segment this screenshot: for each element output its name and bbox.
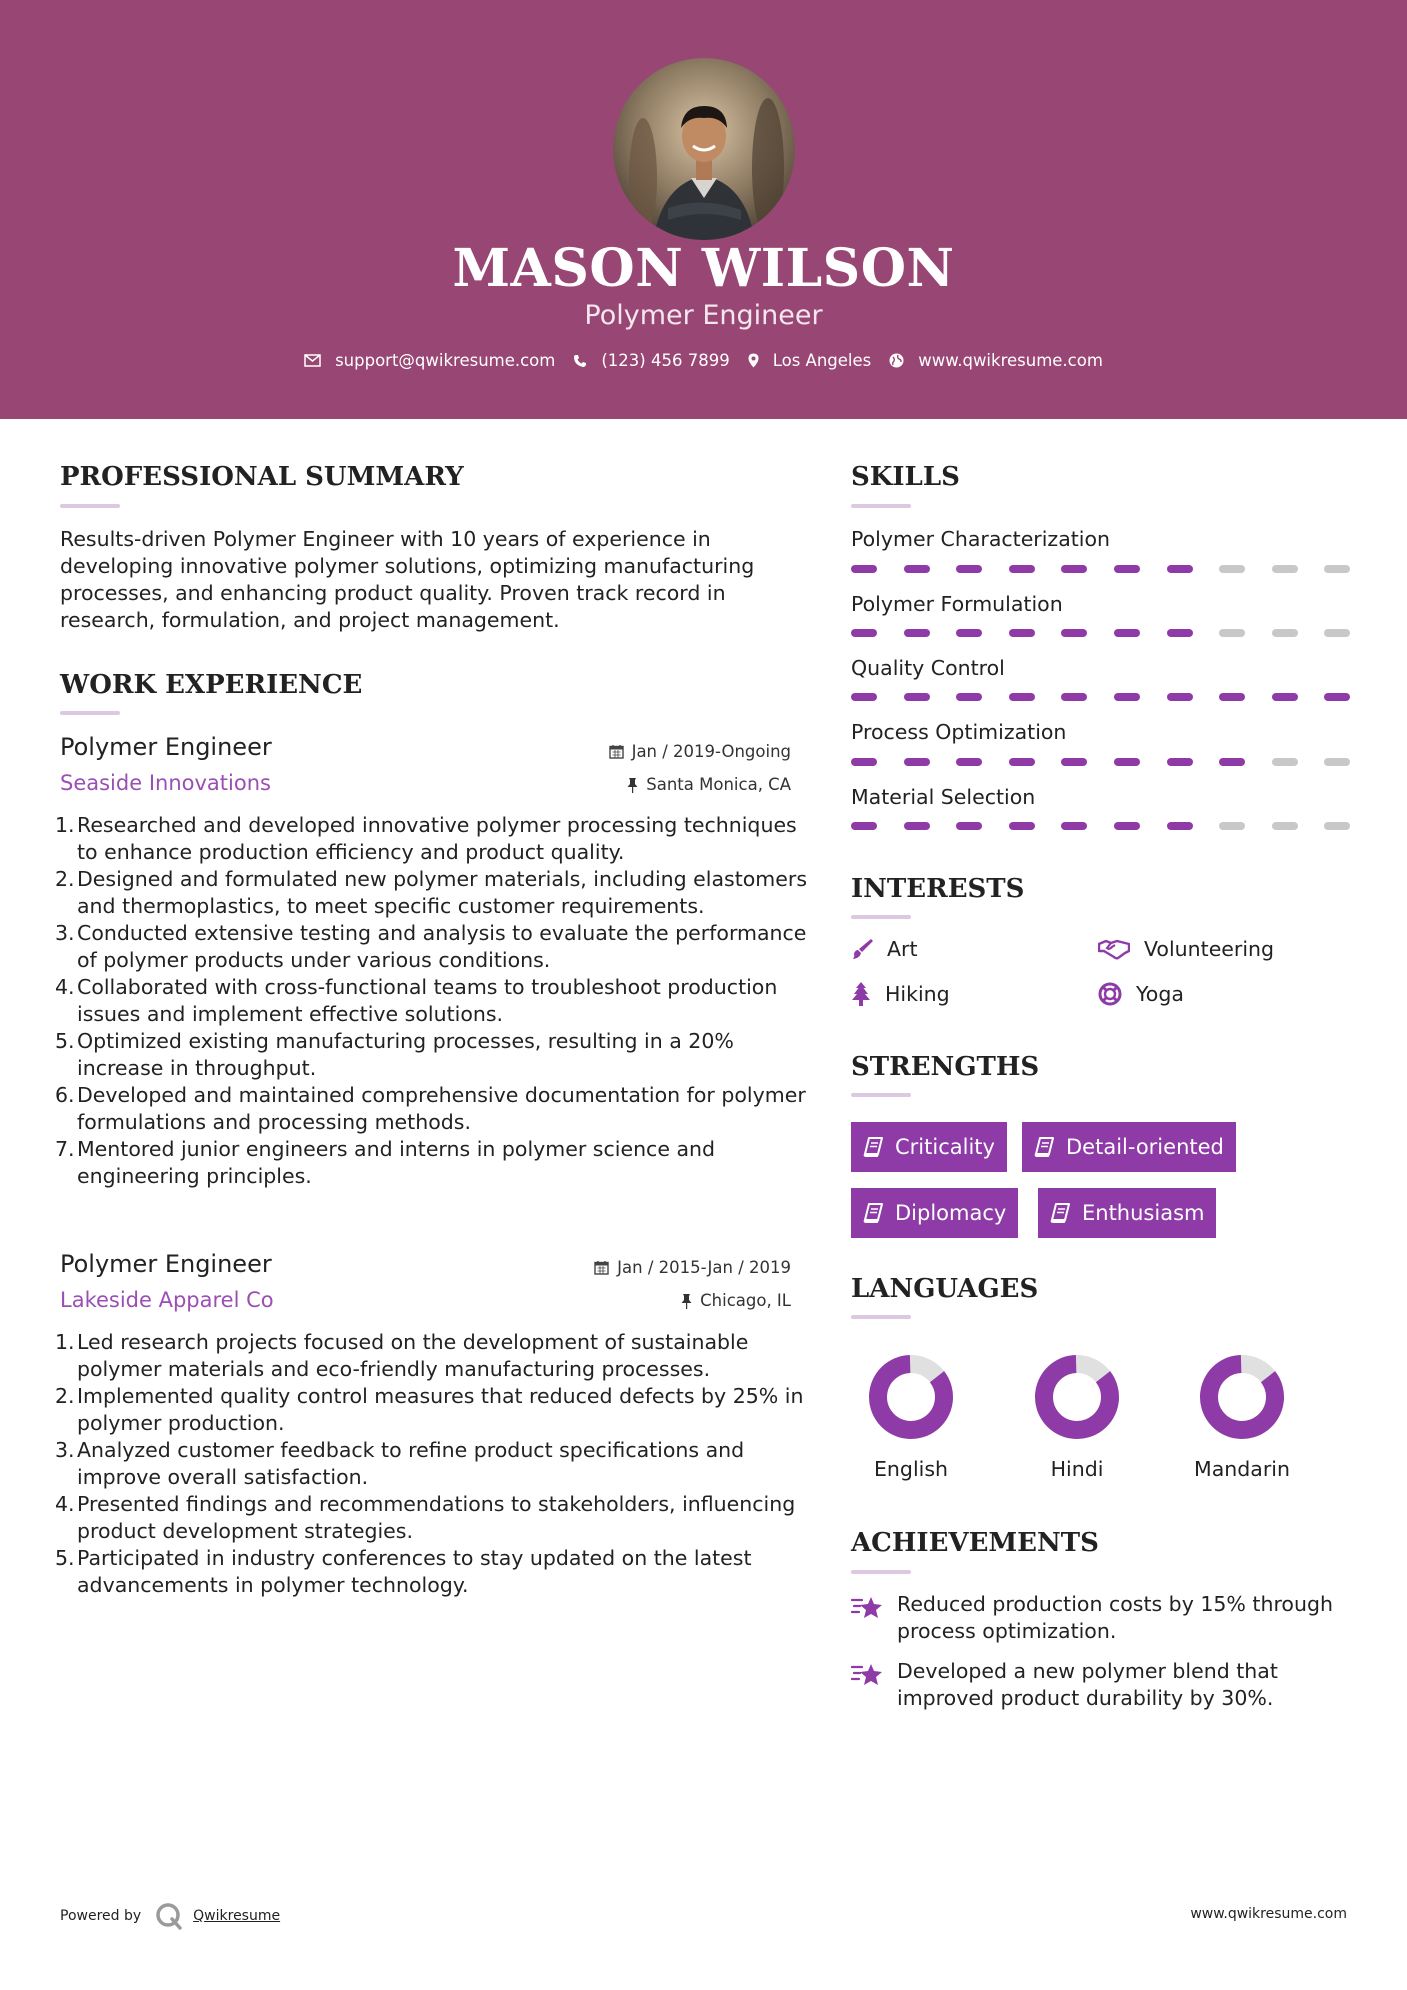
handshake-icon <box>1098 938 1130 960</box>
skill-name: Polymer Formulation <box>851 592 1063 616</box>
skill-dot-filled <box>1324 693 1350 701</box>
skill-dot-filled <box>1114 758 1140 766</box>
skill-meter <box>851 758 1377 766</box>
language-item <box>1007 1352 1147 1481</box>
skill-dot-empty <box>1272 758 1298 766</box>
skill-name: Material Selection <box>851 785 1036 809</box>
languages-heading: LANGUAGES <box>851 1274 1039 1304</box>
skill-meter <box>851 565 1377 573</box>
skill-meter <box>851 822 1377 830</box>
skill-dot-filled <box>904 822 930 830</box>
summary-divider <box>60 504 120 508</box>
skills-divider <box>851 504 911 508</box>
list-item: 5. Participated in industry conferences to stay updated on the latest advancements in polymer technology. <box>55 1546 752 1597</box>
skill-dot-filled <box>1167 565 1193 573</box>
interests-heading: INTERESTS <box>851 874 1025 904</box>
skill-dot-empty <box>1272 565 1298 573</box>
qwikresume-logo-icon <box>155 1902 183 1930</box>
skill-dot-filled <box>1009 758 1035 766</box>
book-icon <box>1050 1203 1070 1223</box>
envelope-icon <box>304 354 321 367</box>
skill-name: Process Optimization <box>851 720 1067 744</box>
language-proficiency-ring <box>1197 1352 1287 1442</box>
contact-email[interactable] <box>304 351 555 370</box>
list-item: 3. Analyzed customer feedback to refine product specifications and improve overall satisfaction. <box>55 1438 745 1489</box>
job-dates-text: Jan / 2019-Ongoing <box>631 742 791 761</box>
list-item: 6. Developed and maintained comprehensive documentation for polymer formulations and processing methods. <box>55 1083 806 1134</box>
job-dates <box>609 742 791 761</box>
language-item <box>1172 1352 1312 1481</box>
paintbrush-icon <box>851 938 873 960</box>
skill-dot-filled <box>851 822 877 830</box>
skills-heading: SKILLS <box>851 462 960 492</box>
job-location <box>627 775 791 794</box>
list-item: 1. Researched and developed innovative polymer processing techniques to enhance production efficiency and product quality. <box>55 813 797 864</box>
skill-dot-filled <box>956 822 982 830</box>
skill-dot-filled <box>1114 693 1140 701</box>
skill-dot-filled <box>956 693 982 701</box>
skill-dot-filled <box>1272 693 1298 701</box>
job-location-text: Santa Monica, CA <box>646 775 791 794</box>
language-item <box>841 1352 981 1481</box>
skill-dot-empty <box>1219 565 1245 573</box>
job-location-text: Chicago, IL <box>700 1291 791 1310</box>
skill-dot-filled <box>1009 822 1035 830</box>
resume-header <box>0 0 1407 419</box>
job-duties <box>55 1329 815 1599</box>
skill-dot-filled <box>1114 565 1140 573</box>
strength-badge: Diplomacy <box>851 1188 1018 1238</box>
strength-badge: Enthusiasm <box>1038 1188 1216 1238</box>
strengths-divider <box>851 1093 911 1097</box>
list-item: 3. Conducted extensive testing and analysis to evaluate the performance of polymer products under various conditions. <box>55 921 807 972</box>
language-proficiency-ring <box>866 1352 956 1442</box>
contact-bar <box>0 351 1407 370</box>
qwikresume-link[interactable]: Qwikresume <box>193 1908 281 1924</box>
skill-dot-filled <box>1009 693 1035 701</box>
language-name: Hindi <box>1050 1457 1104 1481</box>
skill-meter <box>851 629 1377 637</box>
job-dates <box>594 1258 791 1277</box>
skill-dot-filled <box>1167 629 1193 637</box>
job-location <box>681 1291 791 1310</box>
experience-divider <box>60 711 120 715</box>
job-title: Polymer Engineer <box>60 733 272 761</box>
language-name: English <box>873 1457 949 1481</box>
profile-photo <box>613 58 795 240</box>
powered-by-text: Powered by <box>60 1908 142 1924</box>
summary-text: Results-driven Polymer Engineer with 10 years of experience in developing innovative polymer solutions, optimizing manufacturing processes, and enhancing product quality. Proven track record in research, formulation, and project management. <box>60 527 755 632</box>
skill-dot-filled <box>956 565 982 573</box>
book-icon <box>863 1203 883 1223</box>
interest-hiking: Hiking <box>851 982 950 1006</box>
language-proficiency-ring <box>1032 1352 1122 1442</box>
tree-icon <box>851 982 871 1006</box>
shooting-star-icon <box>851 1661 885 1687</box>
contact-website[interactable] <box>889 351 1103 370</box>
globe-icon <box>889 353 904 368</box>
pushpin-icon <box>627 777 638 793</box>
phone-icon <box>573 354 587 368</box>
skill-dot-filled <box>1061 693 1087 701</box>
skill-meter <box>851 693 1377 701</box>
calendar-icon <box>594 1260 609 1275</box>
skill-dot-filled <box>1167 693 1193 701</box>
skill-dot-filled <box>1167 758 1193 766</box>
job-company: Lakeside Apparel Co <box>60 1288 274 1312</box>
skill-dot-filled <box>1219 758 1245 766</box>
website-text: www.qwikresume.com <box>918 351 1103 370</box>
skill-dot-filled <box>1219 693 1245 701</box>
job-dates-text: Jan / 2015-Jan / 2019 <box>617 1258 791 1277</box>
skill-dot-empty <box>1324 822 1350 830</box>
job-title: Polymer Engineer <box>60 1250 272 1278</box>
skill-dot-filled <box>956 629 982 637</box>
list-item: 1. Led research projects focused on the development of sustainable polymer materials and eco-friendly manufacturing processes. <box>55 1330 749 1381</box>
skill-dot-empty <box>1272 629 1298 637</box>
skill-dot-filled <box>1061 565 1087 573</box>
email-text: support@qwikresume.com <box>335 351 556 370</box>
skill-dot-filled <box>1009 629 1035 637</box>
location-text: Los Angeles <box>772 351 872 370</box>
book-icon <box>1034 1137 1054 1157</box>
achievements-heading: ACHIEVEMENTS <box>851 1528 1099 1558</box>
list-item: 2. Designed and formulated new polymer materials, including elastomers and thermoplastics, to meet specific customer requirements. <box>55 867 808 918</box>
candidate-name: MASON WILSON <box>452 238 955 299</box>
job-company: Seaside Innovations <box>60 771 271 795</box>
languages-divider <box>851 1315 911 1319</box>
shooting-star-icon <box>851 1594 885 1620</box>
experience-heading: WORK EXPERIENCE <box>60 670 363 700</box>
list-item: 5. Optimized existing manufacturing processes, resulting in a 20% increase in throughput. <box>55 1029 734 1080</box>
skill-dot-filled <box>851 565 877 573</box>
skill-name: Quality Control <box>851 656 1005 680</box>
skill-dot-filled <box>851 693 877 701</box>
interest-volunteering: Volunteering <box>1098 937 1274 961</box>
interest-art: Art <box>851 937 918 961</box>
skill-dot-empty <box>1219 629 1245 637</box>
skill-dot-empty <box>1324 629 1350 637</box>
skill-dot-filled <box>1061 758 1087 766</box>
skill-dot-filled <box>904 693 930 701</box>
phone-text: (123) 456 7899 <box>601 351 730 370</box>
map-pin-icon <box>748 353 759 368</box>
skill-dot-filled <box>904 629 930 637</box>
footer-powered-by <box>60 1902 280 1930</box>
skill-dot-filled <box>1009 565 1035 573</box>
language-name: Mandarin <box>1194 1457 1290 1481</box>
calendar-icon <box>609 744 624 759</box>
skill-dot-filled <box>1114 822 1140 830</box>
skill-dot-empty <box>1219 822 1245 830</box>
skill-dot-filled <box>851 758 877 766</box>
contact-location <box>748 351 872 370</box>
skill-dot-empty <box>1324 565 1350 573</box>
skill-dot-filled <box>956 758 982 766</box>
footer-website[interactable]: www.qwikresume.com <box>1190 1906 1347 1922</box>
book-icon <box>863 1137 883 1157</box>
interests-divider <box>851 915 911 919</box>
list-item: 4. Collaborated with cross-functional teams to troubleshoot production issues and implement effective solutions. <box>55 975 778 1026</box>
skill-dot-filled <box>851 629 877 637</box>
skill-dot-empty <box>1324 758 1350 766</box>
skill-name: Polymer Characterization <box>851 527 1111 551</box>
skill-dot-filled <box>904 758 930 766</box>
list-item: 2. Implemented quality control measures that reduced defects by 25% in polymer production. <box>55 1384 804 1435</box>
skill-dot-filled <box>1061 629 1087 637</box>
strengths-heading: STRENGTHS <box>851 1052 1040 1082</box>
strength-badge: Detail-oriented <box>1022 1122 1236 1172</box>
strength-badge: Criticality <box>851 1122 1007 1172</box>
contact-phone[interactable] <box>573 351 729 370</box>
pushpin-icon <box>681 1293 692 1309</box>
list-item: 7. Mentored junior engineers and interns in polymer science and engineering principles. <box>55 1137 716 1188</box>
achievement-item: Reduced production costs by 15% through process optimization. <box>851 1591 1351 1645</box>
list-item: 4. Presented findings and recommendations to stakeholders, influencing product development strategies. <box>55 1492 796 1543</box>
achievement-item: Developed a new polymer blend that improved product durability by 30%. <box>851 1658 1351 1712</box>
candidate-title: Polymer Engineer <box>584 300 823 331</box>
skill-dot-filled <box>1114 629 1140 637</box>
achievements-divider <box>851 1570 911 1574</box>
summary-heading: PROFESSIONAL SUMMARY <box>60 462 464 492</box>
job-duties <box>55 812 815 1190</box>
skill-dot-filled <box>904 565 930 573</box>
skill-dot-filled <box>1167 822 1193 830</box>
lifebuoy-icon <box>1098 982 1122 1006</box>
skill-dot-filled <box>1061 822 1087 830</box>
interest-yoga: Yoga <box>1098 982 1184 1006</box>
skill-dot-empty <box>1272 822 1298 830</box>
